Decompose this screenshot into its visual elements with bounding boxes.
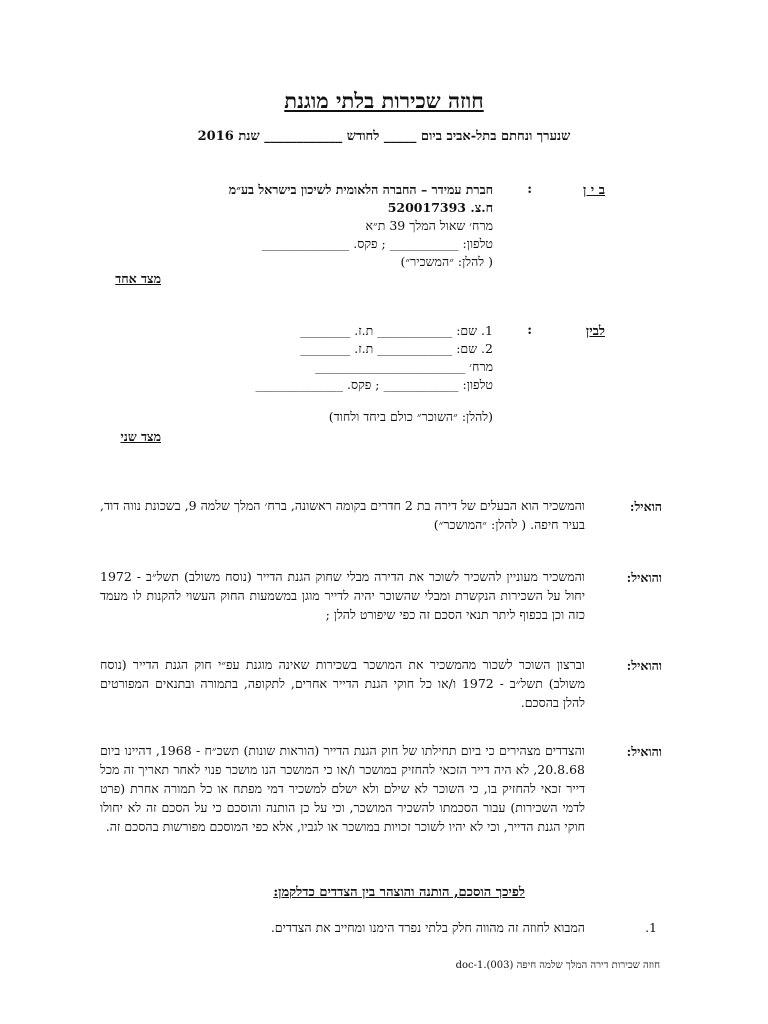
item-number: 1. [645,920,657,935]
document-subtitle: שנערך ונחתם בתל-אביב ביום _____ לחודש ____________ שנת 2016 [197,129,571,144]
whereas-label: והואיל: [626,570,662,585]
landlord-line-5: ( להלן: ״המשכיר״) [400,254,493,269]
tenant-line-3: מרח׳ ________________________ [315,359,493,374]
whereas-text: והמשכיר הוא הבעלים של דירה בת 2 חדרים בקומה ראשונה, ברח׳ המלך שלמה 9, בשכונת נווה דוד, בעיר חיפה. ( להלן: ״המושכר״) [100,498,585,532]
landlord-line-2: ח.צ. 520017393 [387,200,493,215]
landlord-line-4: טלפון: ___________ ; פקס. ______________ [261,236,493,251]
whereas-label: והואיל: [626,658,662,673]
tenant-line-1: 1. שם: ____________ ת.ז. ________ [300,323,493,338]
agreement-heading: לפיכך הוסכם, הותנה והוצהר בין הצדדים כדלקמן: [273,885,525,900]
tenant-side: מצד שני [120,429,161,444]
landlord-colon: : [527,182,532,197]
whereas-text: והצדדים מצהירים כי ביום תחילתו של חוק הגנת הדייר (הוראות שונות) תשכ״ח - 1968, דהיינו ביום 20.8.68, לא היה דייר הזכאי להחזיק במושכר ו/או כי המושכר הנו מושכר פנוי לאחר תאריך זה מכל דייר זכאי להחזיק בו, כי השוכר לא שילם ולא ישלם למשכיר דמי מפתח או כל תמורה אחרת (פרט לדמי השכירות) עבור הסכמתו להשכיר המושכר, וכי על כן הותנה והוסכם כי על הסכם זה לא יחולו חוקי הגנת הדייר, וכי לא יהיו לשוכר זכויות במושכר או לגביו, אלא כפי המוסכם מפורשות בהסכם זה. [100,743,585,834]
tenant-line-2: 2. שם: ____________ ת.ז. ________ [300,341,493,356]
whereas-text: וברצון השוכר לשכור מהמשכיר את המושכר בשכירות שאינה מוגנת עפ״י חוק הגנת הדייר (נוסח משולב) תשל״ב - 1972 ו/או כל חוקי הגנת הדייר אחרים, לתקופה, בתמורה ובתנאים המפורטים להלן בהסכם. [100,657,585,710]
document-title: חוזה שכירות בלתי מוגנת [284,88,484,113]
whereas-text: והמשכיר מעוניין להשכיר לשוכר את הדירה מבלי שחוק הגנת הדייר (נוסח משולב) תשל״ב - 1972 יחול על השכירות הנקשרת ומבלי שהשוכר יהיה לדייר מוגן במשמעות החוק העשוי להקנות לו מעמד כזה וכן בכפוף ליתר תנאי הסכם זה כפי שיפורט להלן ; [100,569,585,622]
tenant-line-4: טלפון: ____________ ; פקס. ______________ [255,377,493,392]
item-text: המבוא לחוזה זה מהווה חלק בלתי נפרד הימנו ומחייב את הצדדים. [270,920,585,935]
tenant-line-5: (להלן: ״השוכר״ כולם ביחד ולחוד) [328,409,493,424]
tenant-colon: : [527,323,532,338]
landlord-line-3: מרח׳ שאול המלך 39 ת״א [365,218,493,233]
whereas-label: הואיל: [629,499,662,514]
whereas-label: והואיל: [626,744,662,759]
tenant-label: לבין [585,324,605,339]
landlord-side: מצד אחד [115,271,161,286]
page-footer: חוזה שכירות דירה המלך שלמה חיפה (003).doc-1 [455,960,660,971]
landlord-label: ב י ן [582,183,605,198]
landlord-line-1: חברת עמידר – החברה הלאומית לשיכון בישראל בע״מ [228,182,493,197]
